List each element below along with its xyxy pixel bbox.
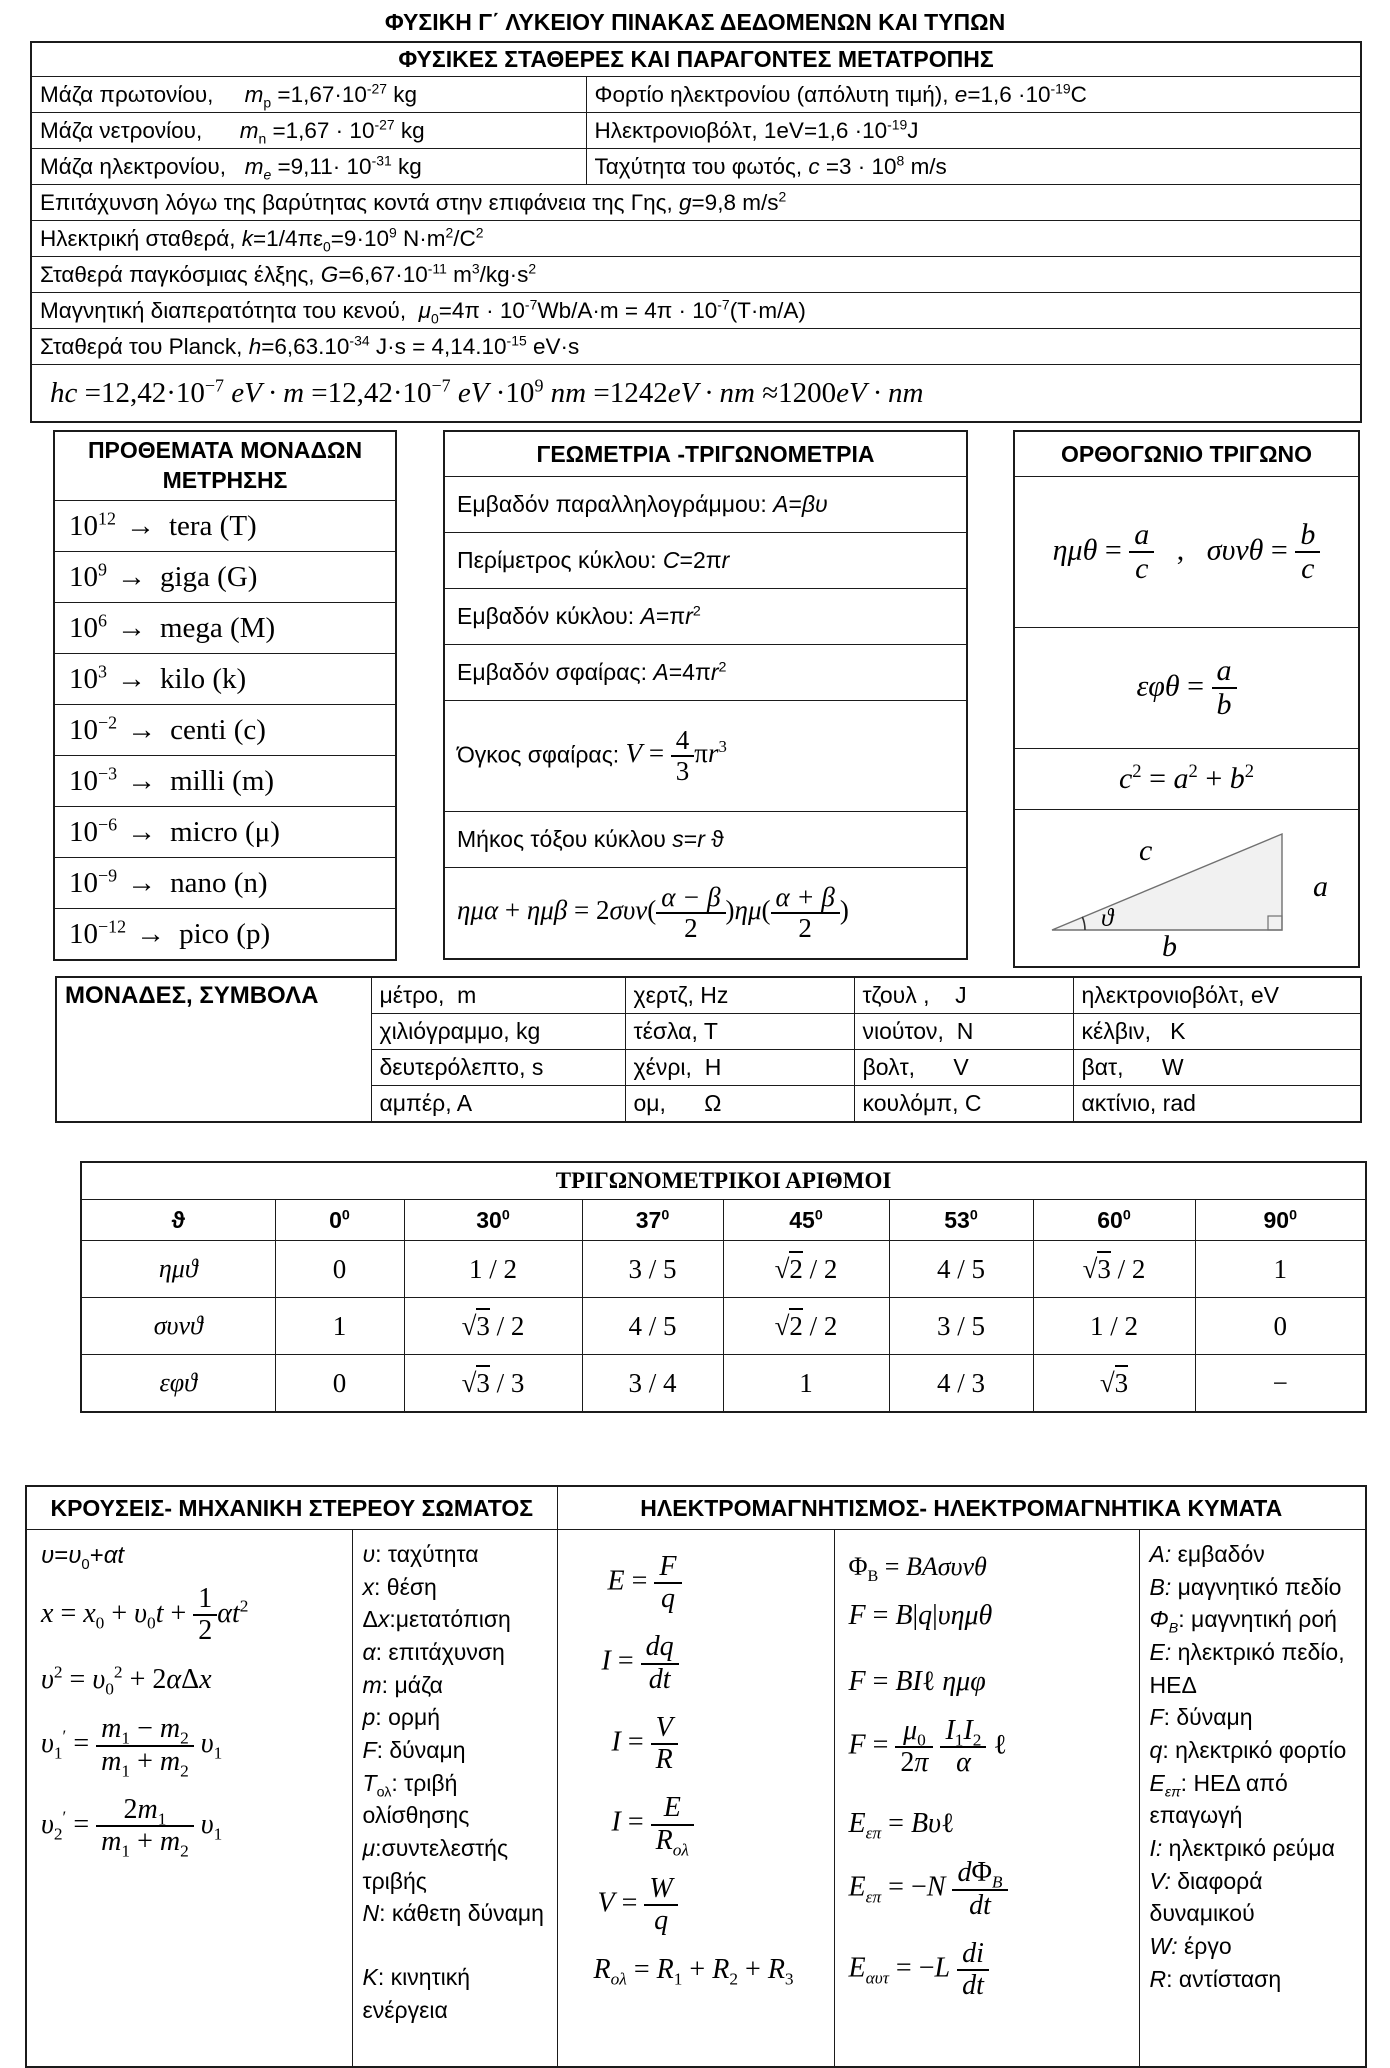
unit-metre: μέτρο, m — [371, 977, 625, 1014]
angle-label: ϑ — [1101, 905, 1114, 932]
symbol-definition: Δx:μετατόπιση — [362, 1606, 511, 1633]
tangent-row — [81, 1355, 1366, 1413]
geometry-title: ΓΕΩΜΕΤΡΙΑ -ΤΡΙΓΩΝΟΜΕΤΡΙΑ — [444, 431, 967, 477]
right-triangle-diagram — [1017, 812, 1358, 958]
table-row — [444, 868, 967, 960]
unit-ampere: αμπέρ, Α — [371, 1086, 625, 1123]
prefix-centi: $10^{-2}$ → centi (c) — [54, 705, 396, 756]
table-row — [444, 701, 967, 812]
table-row — [444, 589, 967, 645]
table-row — [54, 501, 396, 552]
sine-value: 0 — [275, 1241, 404, 1298]
position-formula: $x = x_0 + \upsilon_0t$ + $\frac{1}{2}$ $\alpha t^2$ — [41, 1583, 249, 1647]
constants-table — [30, 41, 1362, 423]
table-row — [31, 293, 1361, 329]
symbol-definition: $\Phi_B$: μαγνητική ροή — [1149, 1606, 1337, 1637]
unit-prefixes-table — [53, 430, 397, 961]
cosine-value: √2 / 2 — [723, 1298, 889, 1355]
symbol-definition: A: εμβαδόν — [1149, 1541, 1265, 1567]
formulas-bottom-table — [25, 1485, 1367, 2068]
triangle-shape — [1052, 834, 1282, 930]
constant-electron-charge: Φορτίο ηλεκτρονίου (απόλυτη τιμή), $e=1,6 \cdot 10^{-19}C$ — [586, 77, 1361, 113]
table-row — [54, 705, 396, 756]
current-charge-formula: I = $\frac{dq}{dt}$ — [602, 1632, 824, 1694]
angle-30: $30^0$ — [404, 1200, 582, 1241]
arrow-icon: → — [127, 815, 157, 848]
lorentz-force-formula: F = B|q|υημθ — [848, 1600, 993, 1631]
cosine-value: 1 — [275, 1298, 404, 1355]
angle-90: $90^0$ — [1195, 1200, 1366, 1241]
sine-label: ημϑ — [81, 1241, 275, 1298]
unit-tesla: τέσλα, Τ — [625, 1014, 854, 1050]
collision-velocity1-formula: $\upsilon_1'$ = $\frac{m_1 - m_2}{m_1 + m_2}$ $\upsilon_1$ — [41, 1713, 223, 1781]
table-row — [1014, 628, 1359, 749]
table-row — [54, 431, 396, 501]
cosine-value: 1 / 2 — [1033, 1298, 1195, 1355]
em-symbols-cell — [1139, 1530, 1366, 2068]
constant-permeability: Μαγνητική διαπερατότητα του κενού, $\mu_0=4\pi \cdot 10^{-7}Wb/A\cdot m = 4\pi \cdot 10^{-7}(T\cdot m/A)$ — [31, 293, 1361, 329]
unit-coulomb: κουλόμπ, C — [854, 1086, 1073, 1123]
opposite-side-label: a — [1313, 870, 1328, 903]
arrow-icon: → — [136, 917, 166, 950]
unit-volt: βολτ, V — [854, 1050, 1073, 1086]
table-row — [54, 909, 396, 961]
table-row — [31, 257, 1361, 293]
unit-radian: ακτίνιο, rad — [1073, 1086, 1361, 1123]
symbol-definition: W: έργο — [1149, 1932, 1232, 1959]
prefix-pico: $10^{-12}$ → pico (p) — [54, 909, 396, 961]
magnetic-flux-formula: $\Phi_B = BA\sigma\upsilon\nu\theta$ — [848, 1552, 987, 1586]
constant-light-speed: Ταχύτητα του φωτός, $c =3 \cdot 10^8$ m/s — [586, 149, 1361, 185]
table-row — [26, 1530, 1366, 2068]
tangent-definition: εφθ = $\frac{a}{b}$ — [1014, 628, 1359, 749]
sine-value: 1 — [1195, 1241, 1366, 1298]
prefix-tera: $10^{12}$ → tera (T) — [54, 501, 396, 552]
table-row — [1014, 749, 1359, 810]
prefix-kilo: $10^3$ → kilo (k) — [54, 654, 396, 705]
cosine-row — [81, 1298, 1366, 1355]
collision-velocity2-formula: $\upsilon_2'$ = $\frac{2m_1}{m_1 + m_2}$ $\upsilon_1$ — [41, 1793, 223, 1861]
prefixes-title: ΠΡΟΘΕΜΑΤΑ ΜΟΝΑΔΩΝ ΜΕΤΡΗΣΗΣ — [54, 431, 396, 501]
prefix-mega: $10^6$ → mega (M) — [54, 603, 396, 654]
sine-sum-identity: ημα + ημβ = 2συν( $\frac{\alpha - \beta}{2}$ )ημ( $\frac{\alpha + \beta}{2}$ ) — [444, 868, 967, 960]
table-row — [26, 1486, 1366, 1530]
table-row — [54, 603, 396, 654]
sine-value: √3 / 2 — [1033, 1241, 1195, 1298]
constant-neutron-mass: Μάζα νετρονίου, $m_n =1,67 \cdot 10^{-27}$ kg — [31, 113, 586, 149]
geometry-trigonometry-table — [443, 430, 968, 960]
hypotenuse-label: c — [1139, 834, 1153, 867]
sphere-area-formula: Εμβαδόν σφαίρας: $A=4\pi r^2$ — [444, 645, 967, 701]
unit-kilogram: χιλιόγραμμο, kg — [371, 1014, 625, 1050]
symbol-definition: F: δύναμη — [1149, 1704, 1253, 1731]
cosine-label: συνϑ — [81, 1298, 275, 1355]
table-row — [56, 977, 1361, 1014]
unit-kelvin: κέλβιν, Κ — [1073, 1014, 1361, 1050]
unit-electronvolt: ηλεκτρονιοβόλτ, eV — [1073, 977, 1361, 1014]
faraday-law-formula: $E_{\varepsilon\pi} = -N$ $\frac{d\Phi_B}{dt}$ — [849, 1858, 1129, 1920]
middle-section — [53, 430, 1390, 968]
em-formulas-column1-cell — [557, 1530, 834, 2068]
unit-joule: τζουλ , J — [854, 977, 1073, 1014]
table-row — [444, 431, 967, 477]
arrow-icon: → — [127, 713, 157, 746]
table-row — [81, 1162, 1366, 1200]
symbol-definition: I: ηλεκτρικό ρεύμα — [1149, 1834, 1335, 1861]
symbol-definition: R: αντίσταση — [1149, 1965, 1282, 1992]
table-row — [31, 365, 1361, 423]
angle-60: $60^0$ — [1033, 1200, 1195, 1241]
tangent-value: √3 — [1033, 1355, 1195, 1413]
arrow-icon: → — [125, 509, 155, 542]
constant-proton-mass: Μάζα πρωτονίου, $m_p =1,67\cdot 10^{-27}$ kg — [31, 77, 586, 113]
symbol-definition: F: δύναμη — [362, 1736, 466, 1763]
constant-electronvolt: Ηλεκτρονιοβόλτ, $1eV=1,6 \cdot 10^{-19}J$ — [586, 113, 1361, 149]
motional-emf-formula: $E_{\varepsilon\pi}$ = Bυℓ — [848, 1808, 955, 1844]
adjacent-side-label: b — [1162, 930, 1177, 958]
table-row — [1014, 477, 1359, 628]
trig-numbers-table — [80, 1161, 1367, 1413]
symbol-definition — [363, 1930, 547, 1961]
circuit-current-formula: I = $\frac{E}{R_{o\lambda}}$ — [612, 1793, 824, 1855]
symbol-definition: μ:συντελεστής τριβής — [362, 1834, 509, 1894]
tangent-value: √3 / 3 — [404, 1355, 582, 1413]
unit-watt: βατ, W — [1073, 1050, 1361, 1086]
tangent-value: 0 — [275, 1355, 404, 1413]
table-row — [54, 654, 396, 705]
pythagorean-theorem: $c^2 = a^2 + b^2$ — [1014, 749, 1359, 810]
constants-title: ΦΥΣΙΚΕΣ ΣΤΑΘΕΡΕΣ ΚΑΙ ΠΑΡΑΓΟΝΤΕΣ ΜΕΤΑΤΡΟΠΗΣ — [31, 42, 1361, 77]
cosine-value: 4 / 5 — [582, 1298, 723, 1355]
table-row — [444, 477, 967, 533]
symbol-definition: m: μάζα — [362, 1671, 443, 1698]
cosine-value: 0 — [1195, 1298, 1366, 1355]
self-induction-formula: $E_{\alpha\upsilon\tau} = -L$ $\frac{di}{dt}$ — [849, 1939, 1129, 2001]
arrow-icon: → — [116, 662, 146, 695]
arc-length-formula: Μήκος τόξου κύκλου s=r ϑ — [444, 812, 967, 868]
constant-gravity-acceleration: Επιτάχυνση λόγω της βαρύτητας κοντά στην επιφάνεια της Γης, g=9,8 $m/s^2$ — [31, 185, 1361, 221]
constant-electron-mass: Μάζα ηλεκτρονίου, $m_e =9,11\cdot 10^{-31}$ kg — [31, 149, 586, 185]
symbol-definition: $T_{o\lambda}$: τριβή ολίσθησης — [362, 1769, 470, 1829]
symbol-definition: $E_{\varepsilon\pi}$: ΗΕΔ από επαγωγή — [1149, 1769, 1288, 1829]
prefix-milli: $10^{-3}$ → milli (m) — [54, 756, 396, 807]
angle-53: $53^0$ — [889, 1200, 1033, 1241]
symbol-definition: p: ορμή — [362, 1704, 440, 1731]
unit-second: δευτερόλεπτο, s — [371, 1050, 625, 1086]
mechanics-formulas-cell — [26, 1530, 352, 2068]
tangent-value: 3 / 4 — [582, 1355, 723, 1413]
series-resistance-formula: $R_{o\lambda} = R_1 + R_2 + R_3$ — [593, 1954, 794, 1989]
sine-value: 3 / 5 — [582, 1241, 723, 1298]
cosine-value: √3 / 2 — [404, 1298, 582, 1355]
circle-area-formula: Εμβαδόν κύκλου: $A=\pi r^2$ — [444, 589, 967, 645]
table-row — [444, 812, 967, 868]
page-title: ΦΥΣΙΚΗ Γ΄ ΛΥΚΕΙΟΥ ΠΙΝΑΚΑΣ ΔΕΔΟΜΕΝΩΝ ΚΑΙ ΤΥΠΩΝ — [384, 9, 1006, 35]
cosine-value: 3 / 5 — [889, 1298, 1033, 1355]
units-symbols-table — [55, 976, 1362, 1123]
angle-37: $37^0$ — [582, 1200, 723, 1241]
arrow-icon: → — [127, 764, 157, 797]
unit-henry: χένρι, Η — [625, 1050, 854, 1086]
table-row — [444, 533, 967, 589]
right-triangle-title: ΟΡΘΟΓΩΝΙΟ ΤΡΙΓΩΝΟ — [1014, 431, 1359, 477]
symbol-definition: K: κινητική ενέργεια — [362, 1963, 471, 2023]
hc-conversion-formula: hc $=12,42\cdot 10^{-7}$ eV · $m =12,42\cdot 10^{-7}$ eV $\cdot 10^9$ nm =1242eV · nm ≈1200eV · nm — [31, 365, 1361, 423]
prefix-nano: $10^{-9}$ → nano (n) — [54, 858, 396, 909]
laplace-force-formula: F = BIℓ ημφ — [848, 1666, 986, 1697]
table-row — [81, 1200, 1366, 1241]
tangent-value: 4 / 3 — [889, 1355, 1033, 1413]
voltage-work-formula: V = $\frac{W}{q}$ — [598, 1874, 824, 1936]
trig-table-title: ΤΡΙΓΩΝΟΜΕΤΡΙΚΟΙ ΑΡΙΘΜΟΙ — [81, 1162, 1366, 1200]
velocity-formula: $\upsilon=\upsilon_0+\alpha t$ — [41, 1542, 125, 1573]
table-row — [31, 113, 1361, 149]
table-row — [31, 149, 1361, 185]
symbol-definition: V: διαφορά δυναμικού — [1149, 1867, 1263, 1927]
table-row — [54, 552, 396, 603]
parallelogram-area-formula: Εμβαδόν παραλληλογράμμου: A=βυ — [444, 477, 967, 533]
arrow-icon: → — [116, 560, 146, 593]
sine-value: 4 / 5 — [889, 1241, 1033, 1298]
sine-cosine-definition: ημθ = $\frac{a}{c}$ , συνθ = $\frac{b}{c}$ — [1014, 477, 1359, 628]
prefix-giga: $10^9$ → giga (G) — [54, 552, 396, 603]
tangent-label: εφϑ — [81, 1355, 275, 1413]
table-row — [31, 221, 1361, 257]
symbol-definition: E: ηλεκτρικό πεδίο, ΗΕΔ — [1149, 1638, 1345, 1698]
constant-gravitational: Σταθερά παγκόσμιας έλξης, $G=6,67\cdot 10^{-11}$ $m^3/kg\cdot s^2$ — [31, 257, 1361, 293]
sine-row — [81, 1241, 1366, 1298]
unit-newton: νιούτον, N — [854, 1014, 1073, 1050]
table-row — [31, 329, 1361, 365]
angle-45: $45^0$ — [723, 1200, 889, 1241]
angle-0: $0^0$ — [275, 1200, 404, 1241]
symbol-definition: υ: ταχύτητα — [362, 1541, 479, 1567]
tangent-value: 1 — [723, 1355, 889, 1413]
arrow-icon: → — [116, 611, 146, 644]
table-row — [31, 77, 1361, 113]
constant-coulomb: Ηλεκτρική σταθερά, $k=1/4\pi\varepsilon_0=9\cdot 10^9$ $N\cdot m^2/C^2$ — [31, 221, 1361, 257]
table-row — [31, 185, 1361, 221]
ohms-law-formula: I = $\frac{V}{R}$ — [612, 1713, 824, 1775]
em-formulas-column2-cell — [834, 1530, 1139, 2068]
symbol-definition: x: θέση — [362, 1573, 437, 1600]
right-triangle-figure — [1014, 810, 1359, 968]
circle-perimeter-formula: Περίμετρος κύκλου: C=2πr — [444, 533, 967, 589]
constant-planck: Σταθερά του Planck, $h=6,63.10^{-34}$ $J\cdot s = 4,14.10^{-15}$ eV·s — [31, 329, 1361, 365]
arrow-icon: → — [127, 866, 157, 899]
parallel-wires-force-formula: F = $\frac{\mu_0}{2\pi}$ $\frac{I_1I_2}{\alpha}$ ℓ — [848, 1715, 1007, 1779]
units-title: ΜΟΝΑΔΕΣ, ΣΥΜΒΟΛΑ — [56, 977, 371, 1122]
theta-header: ϑ — [81, 1200, 275, 1241]
table-row — [1014, 431, 1359, 477]
symbol-definition: B: μαγνητικό πεδίο — [1149, 1573, 1342, 1600]
velocity-squared-formula: $\upsilon^2 = \upsilon_0^2 + 2\alpha\Delta x$ — [41, 1663, 212, 1700]
sphere-volume-formula: Όγκος σφαίρας: V = $\frac{4}{3}$ $\pi r^3$ — [444, 701, 967, 812]
table-row — [1014, 810, 1359, 968]
physics-formula-sheet — [0, 9, 1390, 2035]
collisions-mechanics-title: ΚΡΟΥΣΕΙΣ- ΜΗΧΑΝΙΚΗ ΣΤΕΡΕΟΥ ΣΩΜΑΤΟΣ — [26, 1486, 557, 1530]
sine-value: √2 / 2 — [723, 1241, 889, 1298]
unit-ohm: ομ, Ω — [625, 1086, 854, 1123]
unit-hertz: χερτζ, Hz — [625, 977, 854, 1014]
tangent-value: − — [1195, 1355, 1366, 1413]
table-row — [54, 756, 396, 807]
table-row — [54, 858, 396, 909]
symbol-definition: N: κάθετη δύναμη — [362, 1900, 544, 1927]
prefix-micro: $10^{-6}$ → micro (μ) — [54, 807, 396, 858]
symbol-definition: α: επιτάχυνση — [362, 1638, 505, 1665]
electric-field-formula: E = $\frac{F}{q}$ — [608, 1552, 824, 1614]
table-row — [444, 645, 967, 701]
symbol-definition: q: ηλεκτρικό φορτίο — [1149, 1736, 1347, 1763]
electromagnetism-title: ΗΛΕΚΤΡΟΜΑΓΝΗΤΙΣΜΟΣ- ΗΛΕΚΤΡΟΜΑΓΝΗΤΙΚΑ ΚΥΜΑΤΑ — [557, 1486, 1366, 1530]
table-row — [31, 42, 1361, 77]
table-row — [54, 807, 396, 858]
mechanics-symbols-cell — [352, 1530, 557, 2068]
right-triangle-table — [1013, 430, 1360, 968]
sine-value: 1 / 2 — [404, 1241, 582, 1298]
